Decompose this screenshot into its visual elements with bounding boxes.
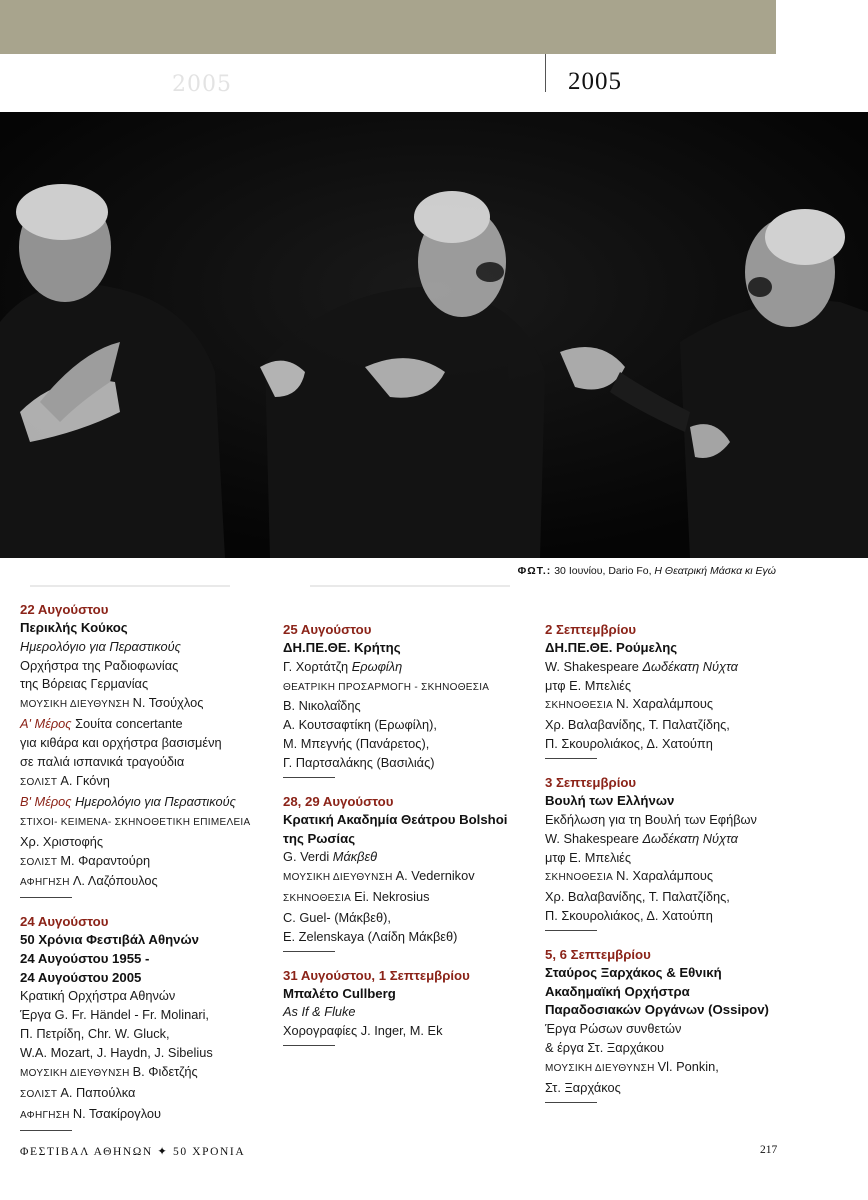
event-line bbox=[283, 1003, 538, 1022]
event-line: Κρατική Ορχήστρα Αθηνών bbox=[20, 988, 176, 1004]
photo-caption bbox=[518, 565, 776, 577]
event-line bbox=[20, 812, 275, 833]
event-divider bbox=[545, 1102, 597, 1103]
author: W. Shakespeare bbox=[545, 658, 639, 674]
work-title: Δωδέκατη Νύχτα bbox=[642, 658, 738, 674]
header-band bbox=[0, 0, 776, 54]
event-line: & έργα Στ. Ξαρχάκου bbox=[545, 1039, 665, 1055]
credit-name: Ν. Χαραλάμπους bbox=[616, 696, 714, 712]
event-line: σε παλιά ισπανικά τραγούδια bbox=[20, 754, 185, 770]
running-footer: ΦΕΣΤΙΒΑΛ ΑΘΗΝΩΝ ✦ 50 ΧΡΟΝΙΑ bbox=[20, 1146, 246, 1158]
credit-name: Β. Φιδετζής bbox=[132, 1063, 198, 1079]
event-28-29-aug bbox=[283, 792, 538, 952]
role-label: ΣΚΗΝΟΘΕΣΙΑ bbox=[545, 872, 614, 884]
credit-name: Ν. Χαραλάμπους bbox=[616, 868, 714, 884]
role-label: ΜΟΥΣΙΚΗ ΔΙΕΥΘΥΝΣΗ bbox=[545, 1062, 655, 1074]
event-date: 5, 6 Σεπτεμβρίου bbox=[545, 947, 651, 963]
role-label: ΣΚΗΝΟΘΕΣΙΑ bbox=[545, 700, 614, 712]
event-line bbox=[20, 772, 275, 793]
page-number: 217 bbox=[760, 1144, 778, 1156]
column-3 bbox=[545, 620, 855, 1117]
author: W. Shakespeare bbox=[545, 830, 639, 846]
role-label: ΜΟΥΣΙΚΗ ΔΙΕΥΘΥΝΣΗ bbox=[20, 1067, 130, 1079]
work-title: Ημερολόγιο για Περαστικούς bbox=[20, 638, 181, 654]
event-venue: Ακαδημαϊκή Ορχήστρα bbox=[545, 983, 690, 999]
event-line bbox=[20, 1063, 275, 1084]
caption-title: Η Θεατρική Μάσκα κι Εγώ bbox=[654, 565, 776, 577]
event-venue: Μπαλέτο Cullberg bbox=[283, 985, 396, 1001]
role-label: ΑΦΗΓΗΣΗ bbox=[20, 877, 70, 889]
event-divider bbox=[283, 951, 335, 952]
bleedthrough-line bbox=[310, 585, 510, 587]
event-line: Χρ. Βαλαβανίδης, Τ. Παλατζίδης, bbox=[545, 717, 730, 733]
event-line bbox=[283, 848, 538, 867]
header-divider bbox=[545, 54, 546, 92]
event-line bbox=[283, 677, 538, 698]
event-line bbox=[20, 638, 275, 657]
event-divider bbox=[545, 758, 597, 759]
work-title: Ερωφίλη bbox=[351, 658, 403, 674]
event-31-aug-1-sep bbox=[283, 966, 538, 1046]
event-line: Π. Σκουρολιάκος, Δ. Χατούπη bbox=[545, 908, 713, 924]
event-24-aug bbox=[20, 912, 275, 1130]
role-label: ΣΟΛΙΣΤ bbox=[20, 1088, 58, 1100]
event-line bbox=[20, 694, 275, 715]
event-divider bbox=[283, 777, 335, 778]
event-date: 31 Αυγούστου, 1 Σεπτεμβρίου bbox=[283, 967, 470, 983]
event-5-6-sep bbox=[545, 945, 855, 1102]
event-venue: ΔΗ.ΠΕ.ΘΕ. Κρήτης bbox=[283, 640, 401, 655]
event-venue: της Ρωσίας bbox=[283, 830, 356, 846]
role-label: ΜΟΥΣΙΚΗ ΔΙΕΥΘΥΝΣΗ bbox=[20, 699, 130, 711]
author: Γ. Χορτάτζη bbox=[283, 658, 349, 674]
event-line: Α. Κουτσαφτίκη (Ερωφίλη), bbox=[283, 717, 437, 733]
performance-photo bbox=[0, 112, 868, 558]
event-venue: Βουλή των Ελλήνων bbox=[545, 793, 675, 809]
event-venue: 50 Χρόνια Φεστιβάλ Αθηνών bbox=[20, 932, 199, 948]
author: G. Verdi bbox=[283, 849, 330, 865]
event-line bbox=[545, 695, 855, 716]
credit-name: A. Vedernikov bbox=[395, 868, 475, 884]
event-line: Γ. Παρτσαλάκης (Βασιλιάς) bbox=[283, 755, 435, 771]
event-line: Ορχήστρα της Ραδιοφωνίας bbox=[20, 657, 179, 673]
role-label: ΣΟΛΙΣΤ bbox=[20, 776, 58, 788]
caption-text: 30 Ιουνίου, Dario Fo, bbox=[554, 565, 652, 577]
work-title: Δωδέκατη Νύχτα bbox=[642, 830, 738, 846]
credit-name: Λ. Λαζόπουλος bbox=[72, 873, 158, 889]
event-line bbox=[20, 852, 275, 873]
event-line bbox=[20, 793, 275, 812]
part-label: Β' Μέρος bbox=[20, 793, 72, 809]
event-line: Έργα Ρώσων συνθετών bbox=[545, 1020, 682, 1036]
event-line: C. Guel- (Μάκβεθ), bbox=[283, 909, 391, 925]
event-line: Π. Πετρίδη, Chr. W. Gluck, bbox=[20, 1025, 170, 1041]
credit-name: Α. Γκόνη bbox=[60, 772, 110, 788]
event-venue: 24 Αυγούστου 1955 - bbox=[20, 950, 150, 966]
page-year: 2005 bbox=[568, 68, 622, 95]
event-line bbox=[283, 867, 538, 888]
event-divider bbox=[20, 897, 72, 898]
event-line: μτφ Ε. Μπελιές bbox=[545, 849, 632, 865]
work-title: As If & Fluke bbox=[283, 1004, 356, 1020]
photo-illustration bbox=[0, 112, 868, 558]
event-3-sep bbox=[545, 773, 855, 931]
work-title: Ημερολόγιο για Περαστικούς bbox=[75, 793, 236, 809]
ghost-year-bleedthrough: 2005 bbox=[172, 72, 232, 97]
event-line bbox=[545, 1058, 855, 1079]
bleedthrough-line bbox=[30, 585, 230, 587]
event-25-aug bbox=[283, 620, 538, 778]
event-line: Π. Σκουρολιάκος, Δ. Χατούπη bbox=[545, 736, 713, 752]
event-line bbox=[545, 658, 855, 677]
role-label: ΜΟΥΣΙΚΗ ΔΙΕΥΘΥΝΣΗ bbox=[283, 872, 393, 884]
event-venue: 24 Αυγούστου 2005 bbox=[20, 969, 142, 985]
event-line bbox=[20, 1105, 275, 1126]
work-title: Μάκβεθ bbox=[332, 849, 378, 865]
event-line: Χρ. Χριστοφής bbox=[20, 833, 104, 849]
role-label: ΑΦΗΓΗΣΗ bbox=[20, 1109, 70, 1121]
credit-name: Ei. Nekrosius bbox=[354, 889, 430, 905]
role-label: ΣΚΗΝΟΘΕΣΙΑ bbox=[283, 893, 352, 905]
event-line bbox=[545, 867, 855, 888]
event-line: E. Zelenskaya (Λαίδη Μάκβεθ) bbox=[283, 928, 458, 944]
event-line bbox=[283, 888, 538, 909]
event-22-aug bbox=[20, 600, 275, 898]
credit-name: Ν. Τσακίρογλου bbox=[72, 1105, 162, 1121]
caption-label: ΦΩΤ.: bbox=[517, 565, 552, 577]
event-venue: Κρατική Ακαδημία Θεάτρου Bolshoi bbox=[283, 812, 508, 828]
event-2-sep bbox=[545, 620, 855, 759]
event-line: της Βόρειας Γερμανίας bbox=[20, 676, 149, 692]
event-line bbox=[20, 715, 275, 734]
event-date: 28, 29 Αυγούστου bbox=[283, 794, 394, 810]
event-line: Μ. Μπεγνής (Πανάρετος), bbox=[283, 736, 430, 752]
event-date: 24 Αυγούστου bbox=[20, 914, 109, 930]
role-label: ΣΟΛΙΣΤ bbox=[20, 856, 58, 868]
event-venue: Σταύρος Ξαρχάκος & Εθνική bbox=[545, 965, 722, 981]
event-venue: Παραδοσιακών Οργάνων (Ossipov) bbox=[545, 1002, 769, 1018]
event-line bbox=[20, 872, 275, 893]
event-line: W.A. Mozart, J. Haydn, J. Sibelius bbox=[20, 1044, 213, 1060]
role-label: ΣΤΙΧΟΙ- ΚΕΙΜΕΝΑ- ΣΚΗΝΟΘΕΤΙΚΗ ΕΠΙΜΕΛΕΙΑ bbox=[20, 816, 251, 828]
event-divider bbox=[283, 1045, 335, 1046]
event-line: μτφ Ε. Μπελιές bbox=[545, 677, 632, 693]
event-line: Έργα G. Fr. Händel - Fr. Molinari, bbox=[20, 1007, 209, 1023]
event-line: Στ. Ξαρχάκος bbox=[545, 1079, 621, 1095]
event-venue: ΔΗ.ΠΕ.ΘΕ. Ρούμελης bbox=[545, 640, 678, 655]
role-label: ΘΕΑΤΡΙΚΗ ΠΡΟΣΑΡΜΟΓΗ - ΣΚΗΝΟΘΕΣΙΑ bbox=[283, 681, 490, 693]
event-line: Χορογραφίες J. Inger, M. Ek bbox=[283, 1023, 443, 1039]
event-line: για κιθάρα και ορχήστρα βασισμένη bbox=[20, 735, 222, 751]
event-line bbox=[545, 830, 855, 849]
credit-name: Vl. Ponkin, bbox=[657, 1058, 719, 1074]
event-line bbox=[283, 658, 538, 677]
event-line: Β. Νικολαΐδης bbox=[283, 698, 361, 714]
column-2 bbox=[283, 620, 538, 1060]
event-line: Εκδήλωση για τη Βουλή των Εφήβων bbox=[545, 811, 757, 827]
event-date: 3 Σεπτεμβρίου bbox=[545, 775, 637, 791]
column-1 bbox=[20, 600, 275, 1145]
event-venue: Περικλής Κούκος bbox=[20, 620, 128, 635]
credit-name: Ν. Τσούχλος bbox=[132, 695, 204, 711]
part-label: Α' Μέρος bbox=[20, 716, 72, 732]
event-date: 2 Σεπτεμβρίου bbox=[545, 622, 637, 637]
event-date: 22 Αυγούστου bbox=[20, 602, 109, 617]
credit-name: Μ. Φαραντούρη bbox=[60, 852, 151, 868]
credit-name: Α. Παπούλκα bbox=[60, 1084, 136, 1100]
event-divider bbox=[545, 930, 597, 931]
event-line bbox=[20, 1084, 275, 1105]
event-divider bbox=[20, 1130, 72, 1131]
work-title: Σουίτα concertante bbox=[75, 716, 183, 732]
event-line: Χρ. Βαλαβανίδης, Τ. Παλατζίδης, bbox=[545, 889, 730, 905]
event-date: 25 Αυγούστου bbox=[283, 622, 372, 637]
